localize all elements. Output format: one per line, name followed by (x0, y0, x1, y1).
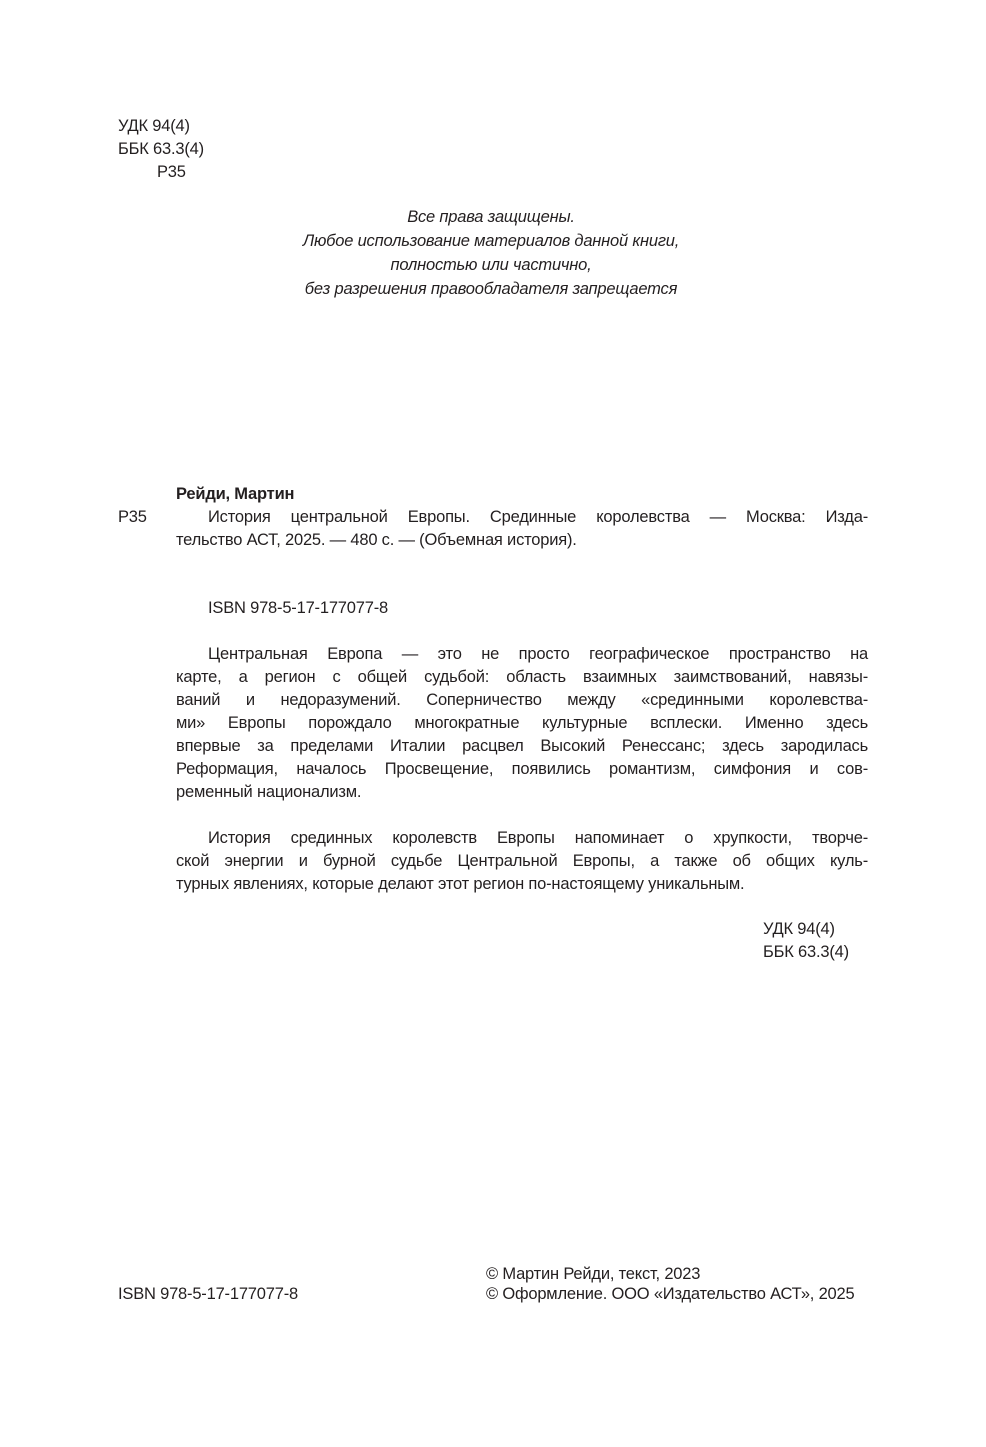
isbn: ISBN 978-5-17-177077-8 (208, 599, 388, 617)
annotation-line: ременный национализм. (176, 783, 362, 801)
annotation-line: турных явлениях, которые делают этот регион по-настоящему уникальным. (176, 875, 745, 893)
bibliography-line: История центральной Европы. Срединные королевства — Москва: Изда- (208, 508, 868, 526)
bibliography-line: тельство АСТ, 2025. — 480 с. — (Объемная история). (176, 531, 577, 549)
author-sign: Р35 (157, 163, 186, 181)
annotation-line: ской энергии и бурной судьбе Центральной Европы, а также об общих куль- (176, 852, 868, 870)
bbk-code: ББК 63.3(4) (118, 140, 204, 158)
annotation-line: впервые за пределами Италии расцвел Высокий Ренессанс; здесь зародилась (176, 737, 868, 755)
udk-code: УДК 94(4) (763, 920, 835, 938)
copyright-design: © Оформление. ООО «Издательство АСТ», 2025 (486, 1285, 855, 1303)
annotation-line: Реформация, началось Просвещение, появились романтизм, симфония и сов- (176, 760, 868, 778)
annotation-line: История срединных королевств Европы напоминает о хрупкости, творче- (208, 829, 868, 847)
bbk-code: ББК 63.3(4) (763, 943, 849, 961)
annotation-line: ми» Европы порождало многократные культурные всплески. Именно здесь (176, 714, 868, 732)
rights-line: полностью или частично, (390, 256, 592, 274)
footer-isbn: ISBN 978-5-17-177077-8 (118, 1285, 298, 1303)
rights-line: без разрешения правообладателя запрещается (304, 280, 678, 298)
annotation-line: ваний и недоразумений. Соперничество между «срединными королевства- (176, 691, 868, 709)
annotation-line: Центральная Европа — это не просто географическое пространство на (208, 645, 868, 663)
rights-line: Любое использование материалов данной книги, (302, 232, 680, 250)
udk-code: УДК 94(4) (118, 117, 190, 135)
author-sign: Р35 (118, 508, 147, 526)
annotation-line: карте, а регион с общей судьбой: область взаимных заимствований, навязы- (176, 668, 868, 686)
copyright-text: © Мартин Рейди, текст, 2023 (486, 1265, 701, 1283)
author-name: Рейди, Мартин (176, 485, 295, 503)
rights-line: Все права защищены. (407, 208, 575, 226)
